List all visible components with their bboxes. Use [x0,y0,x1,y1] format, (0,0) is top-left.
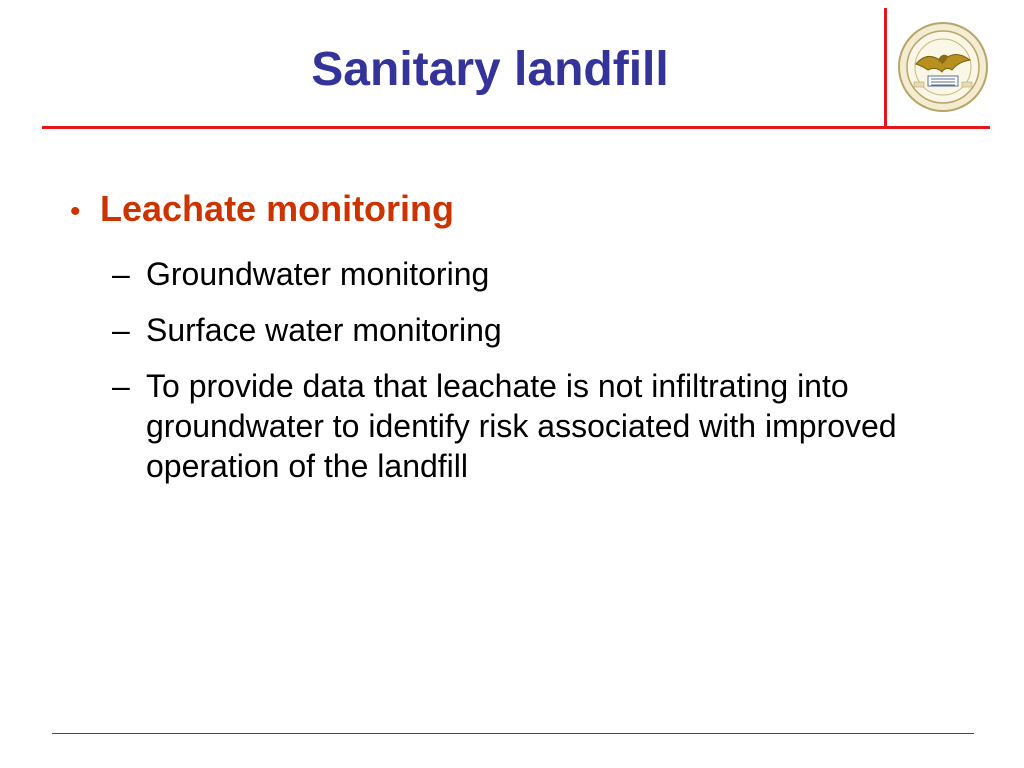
logo-divider [884,8,887,126]
university-seal-eagle-icon [898,22,988,112]
title-rule [42,126,990,129]
sub-bullet-item [112,310,972,350]
sub-bullet-list [112,254,972,502]
dash-icon: – [112,256,130,292]
sub-bullet-item [112,254,972,294]
bullet-leachate-monitoring [70,188,454,230]
dash-icon: – [112,312,130,348]
bullet-heading: Leachate monitoring [100,188,455,229]
sub-bullet-text: Surface water monitoring [146,312,502,348]
dash-icon: – [112,368,130,404]
sub-bullet-text: To provide data that leachate is not infiltrating into groundwater to identify risk associated with improved operation of the landfill [146,368,897,484]
slide-title: Sanitary landfill [311,43,669,96]
sub-bullet-text: Groundwater monitoring [146,256,490,292]
footer-rule [52,733,974,734]
sub-bullet-item [112,366,972,486]
bullet-dot-icon: • [70,195,81,228]
